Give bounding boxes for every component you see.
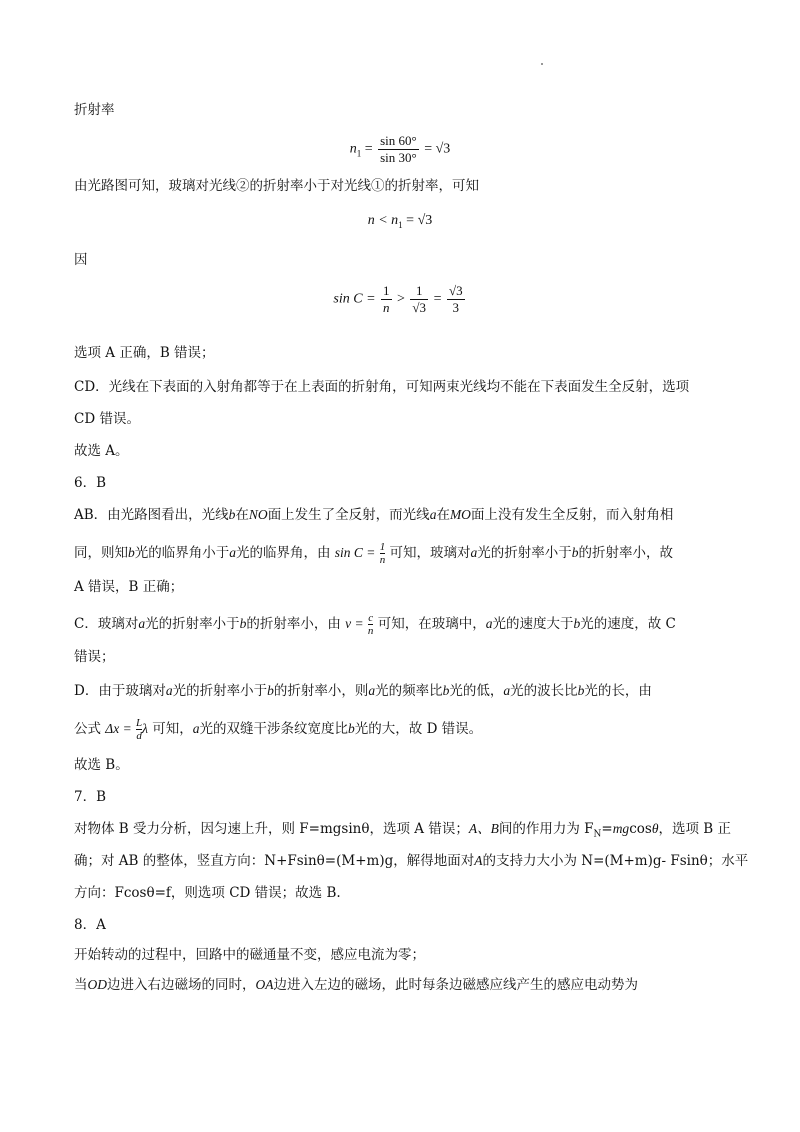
q8-line1: 开始转动的过程中，回路中的磁通量不变，感应电流为零； [74,947,425,963]
refractive-label: 折射率 [74,102,115,118]
q7-line1: 对物体 B 受力分析，因匀速上升，则 F=mgsinθ，选项 A 错误；A、B间的作用力为 $F_N=mgcos\theta$，选项 B 正 [74,821,731,840]
equation-n-less: $n < n_1 = √3$ [367,213,433,230]
question-7-heading: 7．B [74,789,107,805]
q6-ab-line2: 同，则知b光的临界角小于a光的临界角，由 sin C = $\frac{1}{n}$ 可知，玻璃对a光的折射率小于b的折射率小，故 [74,541,674,566]
equation-n1: $n_1$ = $\frac{\sin 60^\circ}{\sin 30^\circ}$ = √3 [349,133,451,165]
because-label: 因 [74,252,88,268]
q6-d-line2: 公式 Δx = $\frac{L}{d}$ λ 可知，a光的双缝干涉条纹宽度比b光的大，故 D 错误。 [74,717,483,742]
question-8-heading: 8．A [74,917,106,933]
question-6-heading: 6．B [74,475,107,491]
page-dot [541,63,543,65]
q6-ab-line3: A 错误，B 正确； [74,579,184,595]
q7-line2: 确；对 AB 的整体，竖直方向：N+Fsinθ=(M+m)g，解得地面对A的支持力大小为 N=(M+m)g- Fsinθ；水平 [74,853,749,869]
q6-c-line1: C．玻璃对a光的折射率小于b的折射率小，由 v = $\frac{c}{n}$ 可知，在玻璃中，a光的速度大于b光的速度，故 C [74,612,676,637]
option-cd-line1: CD．光线在下表面的入射角都等于在上表面的折射角，可知两束光线均不能在下表面发生全反射，选项 [74,379,690,395]
q6-d-line1: D．由于玻璃对a光的折射率小于b的折射率小，则a光的频率比b光的低，a光的波长比b光的长，由 [74,683,652,699]
answer-6: 故选 B。 [74,757,129,773]
option-cd-line2: CD 错误。 [74,411,140,427]
q8-line2: 当OD边进入右边磁场的同时，OA边进入左边的磁场，此时每条边磁感应线产生的感应电动势为 [74,977,638,993]
q7-line3: 方向：Fcosθ=f，则选项 CD 错误；故选 B. [74,885,341,901]
q6-ab-line1: AB．由光路图看出，光线b在NO面上发生了全反射，而光线a在MO面上没有发生全反射，而入射角相 [74,507,674,523]
line-from-diagram: 由光路图可知，玻璃对光线②的折射率小于对光线①的折射率，可知 [74,178,479,194]
q6-c-line2: 错误； [74,649,115,665]
answer-5: 故选 A。 [74,443,129,459]
equation-sinC: sin C = $\frac{1}{n}$ > $\frac{1}{√3}$ = $\frac{√3}{3}$ [333,283,463,315]
option-ab-result: 选项 A 正确，B 错误； [74,345,215,361]
